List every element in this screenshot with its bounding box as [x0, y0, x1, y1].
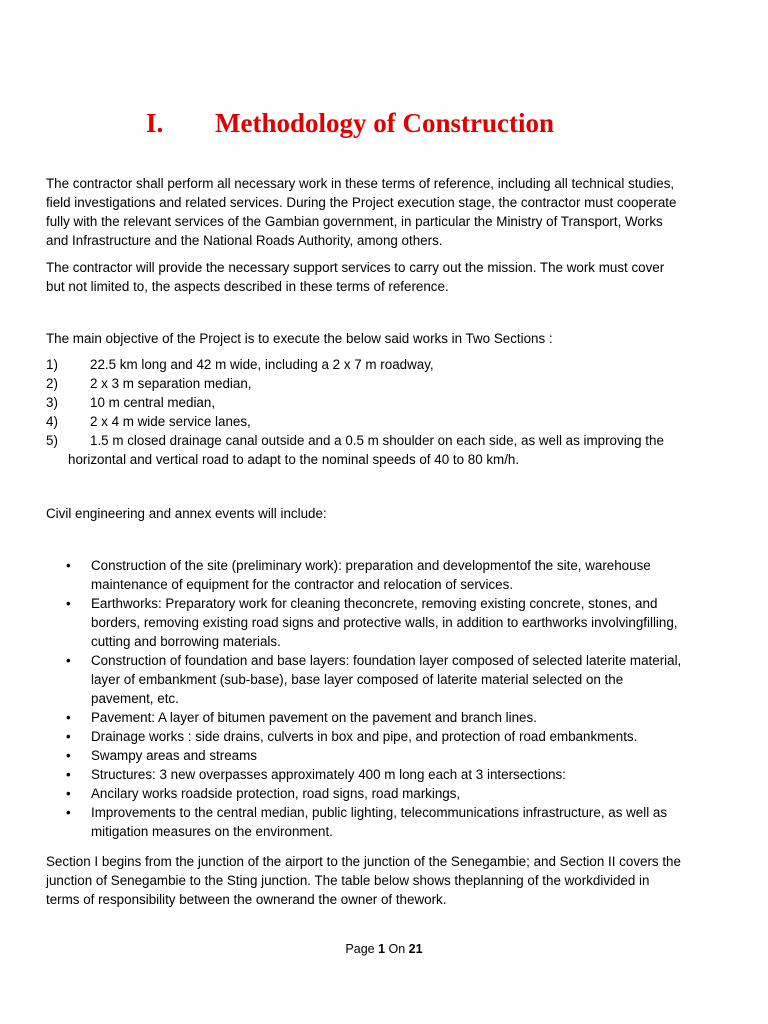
current-page-number: 1	[378, 942, 386, 956]
page-footer	[0, 942, 768, 956]
item-text: 2 x 4 m wide service lanes,	[90, 414, 251, 429]
item-text: 2 x 3 m separation median,	[90, 376, 252, 391]
bullet-icon: •	[66, 805, 71, 820]
list-item-text: Ancilary works roadside protection, road signs, road markings,	[91, 786, 461, 801]
works-list-item	[46, 393, 686, 412]
list-item	[46, 651, 686, 708]
bullet-icon: •	[66, 767, 71, 782]
list-item-text: Improvements to the central median, public lighting, telecommunications infrastructure, as well as mitigation measures on the environment.	[91, 805, 668, 839]
intro-paragraph-2: The contractor will provide the necessary support services to carry out the mission. The work must cover but not limited to, the aspects described in these terms of reference.	[46, 260, 665, 294]
list-item-text: Construction of the site (preliminary work): preparation and developmentof the site, warehouse maintenance of equipment for the contractor and relocation of services.	[91, 558, 651, 592]
objective-paragraph: The main objective of the Project is to execute the below said works in Two Sections :	[46, 331, 553, 346]
bullet-icon: •	[66, 748, 71, 763]
bullet-icon: •	[66, 596, 71, 611]
list-item	[46, 746, 686, 765]
list-item	[46, 765, 686, 784]
item-number: 4)	[46, 414, 58, 429]
list-item-text: Earthworks: Preparatory work for cleaning theconcrete, removing existing concrete, stones, and borders, removing existing road signs and protective walls, in addition to earthworks involvingfilling, cutting and borrowing materials.	[91, 596, 678, 649]
civil-engineering-intro: Civil engineering and annex events will include:	[46, 506, 327, 521]
item-continuation: horizontal and vertical road to adapt to the nominal speeds of 40 to 80 km/h.	[68, 452, 520, 467]
page-label: Page	[345, 942, 379, 956]
list-item	[46, 727, 686, 746]
intro-paragraph-1: The contractor shall perform all necessary work in these terms of reference, including all technical studies, field investigations and related services. During the Project execution stage, the contractor must cooperate fully with the relevant services of the Gambian government, in particular the Ministry of Transport, Works and Infrastructure and the National Roads Authority, among others.	[46, 176, 677, 248]
item-number: 3)	[46, 395, 58, 410]
list-item	[46, 708, 686, 727]
sections-paragraph: Section I begins from the junction of the airport to the junction of the Senegambie; and Section II covers the junction of Senegambie to the Sting junction. The table below shows theplanning of the workdivided in terms of responsibility between the ownerand the owner of thework.	[46, 854, 681, 907]
civil-works-list	[46, 556, 686, 841]
works-list-item	[46, 412, 686, 431]
bullet-icon: •	[66, 653, 71, 668]
list-item	[46, 784, 686, 803]
bullet-icon: •	[66, 710, 71, 725]
item-text: 10 m central median,	[90, 395, 216, 410]
list-item-text: Construction of foundation and base layers: foundation layer composed of selected laterite material, layer of embankment (sub-base), base layer composed of laterite material selected on the pavement, etc.	[91, 653, 682, 706]
item-text: 1.5 m closed drainage canal outside and a 0.5 m shoulder on each side, as well as improving the	[90, 433, 664, 448]
list-item-text: Structures: 3 new overpasses approximately 400 m long each at 3 intersections:	[91, 767, 566, 782]
list-item-text: Swampy areas and streams	[91, 748, 257, 763]
works-list-item	[46, 431, 686, 469]
list-item-text: Drainage works : side drains, culverts in box and pipe, and protection of road embankments.	[91, 729, 638, 744]
bullet-icon: •	[66, 786, 71, 801]
works-list-item	[46, 355, 686, 374]
bullet-icon: •	[66, 729, 71, 744]
item-number: 5)	[46, 433, 58, 448]
list-item-text: Pavement: A layer of bitumen pavement on the pavement and branch lines.	[91, 710, 537, 725]
total-pages: 21	[408, 942, 423, 956]
bullet-icon: •	[66, 558, 71, 573]
list-item	[46, 803, 686, 841]
works-list	[46, 355, 686, 469]
works-list-item	[46, 374, 686, 393]
section-number: I.	[146, 108, 164, 138]
section-title: Methodology of Construction	[215, 108, 554, 138]
list-item	[46, 556, 686, 594]
page-separator: On	[385, 942, 409, 956]
item-number: 2)	[46, 376, 58, 391]
section-heading	[146, 108, 554, 139]
item-number: 1)	[46, 357, 58, 372]
list-item	[46, 594, 686, 651]
item-text: 22.5 km long and 42 m wide, including a 2 x 7 m roadway,	[90, 357, 434, 372]
